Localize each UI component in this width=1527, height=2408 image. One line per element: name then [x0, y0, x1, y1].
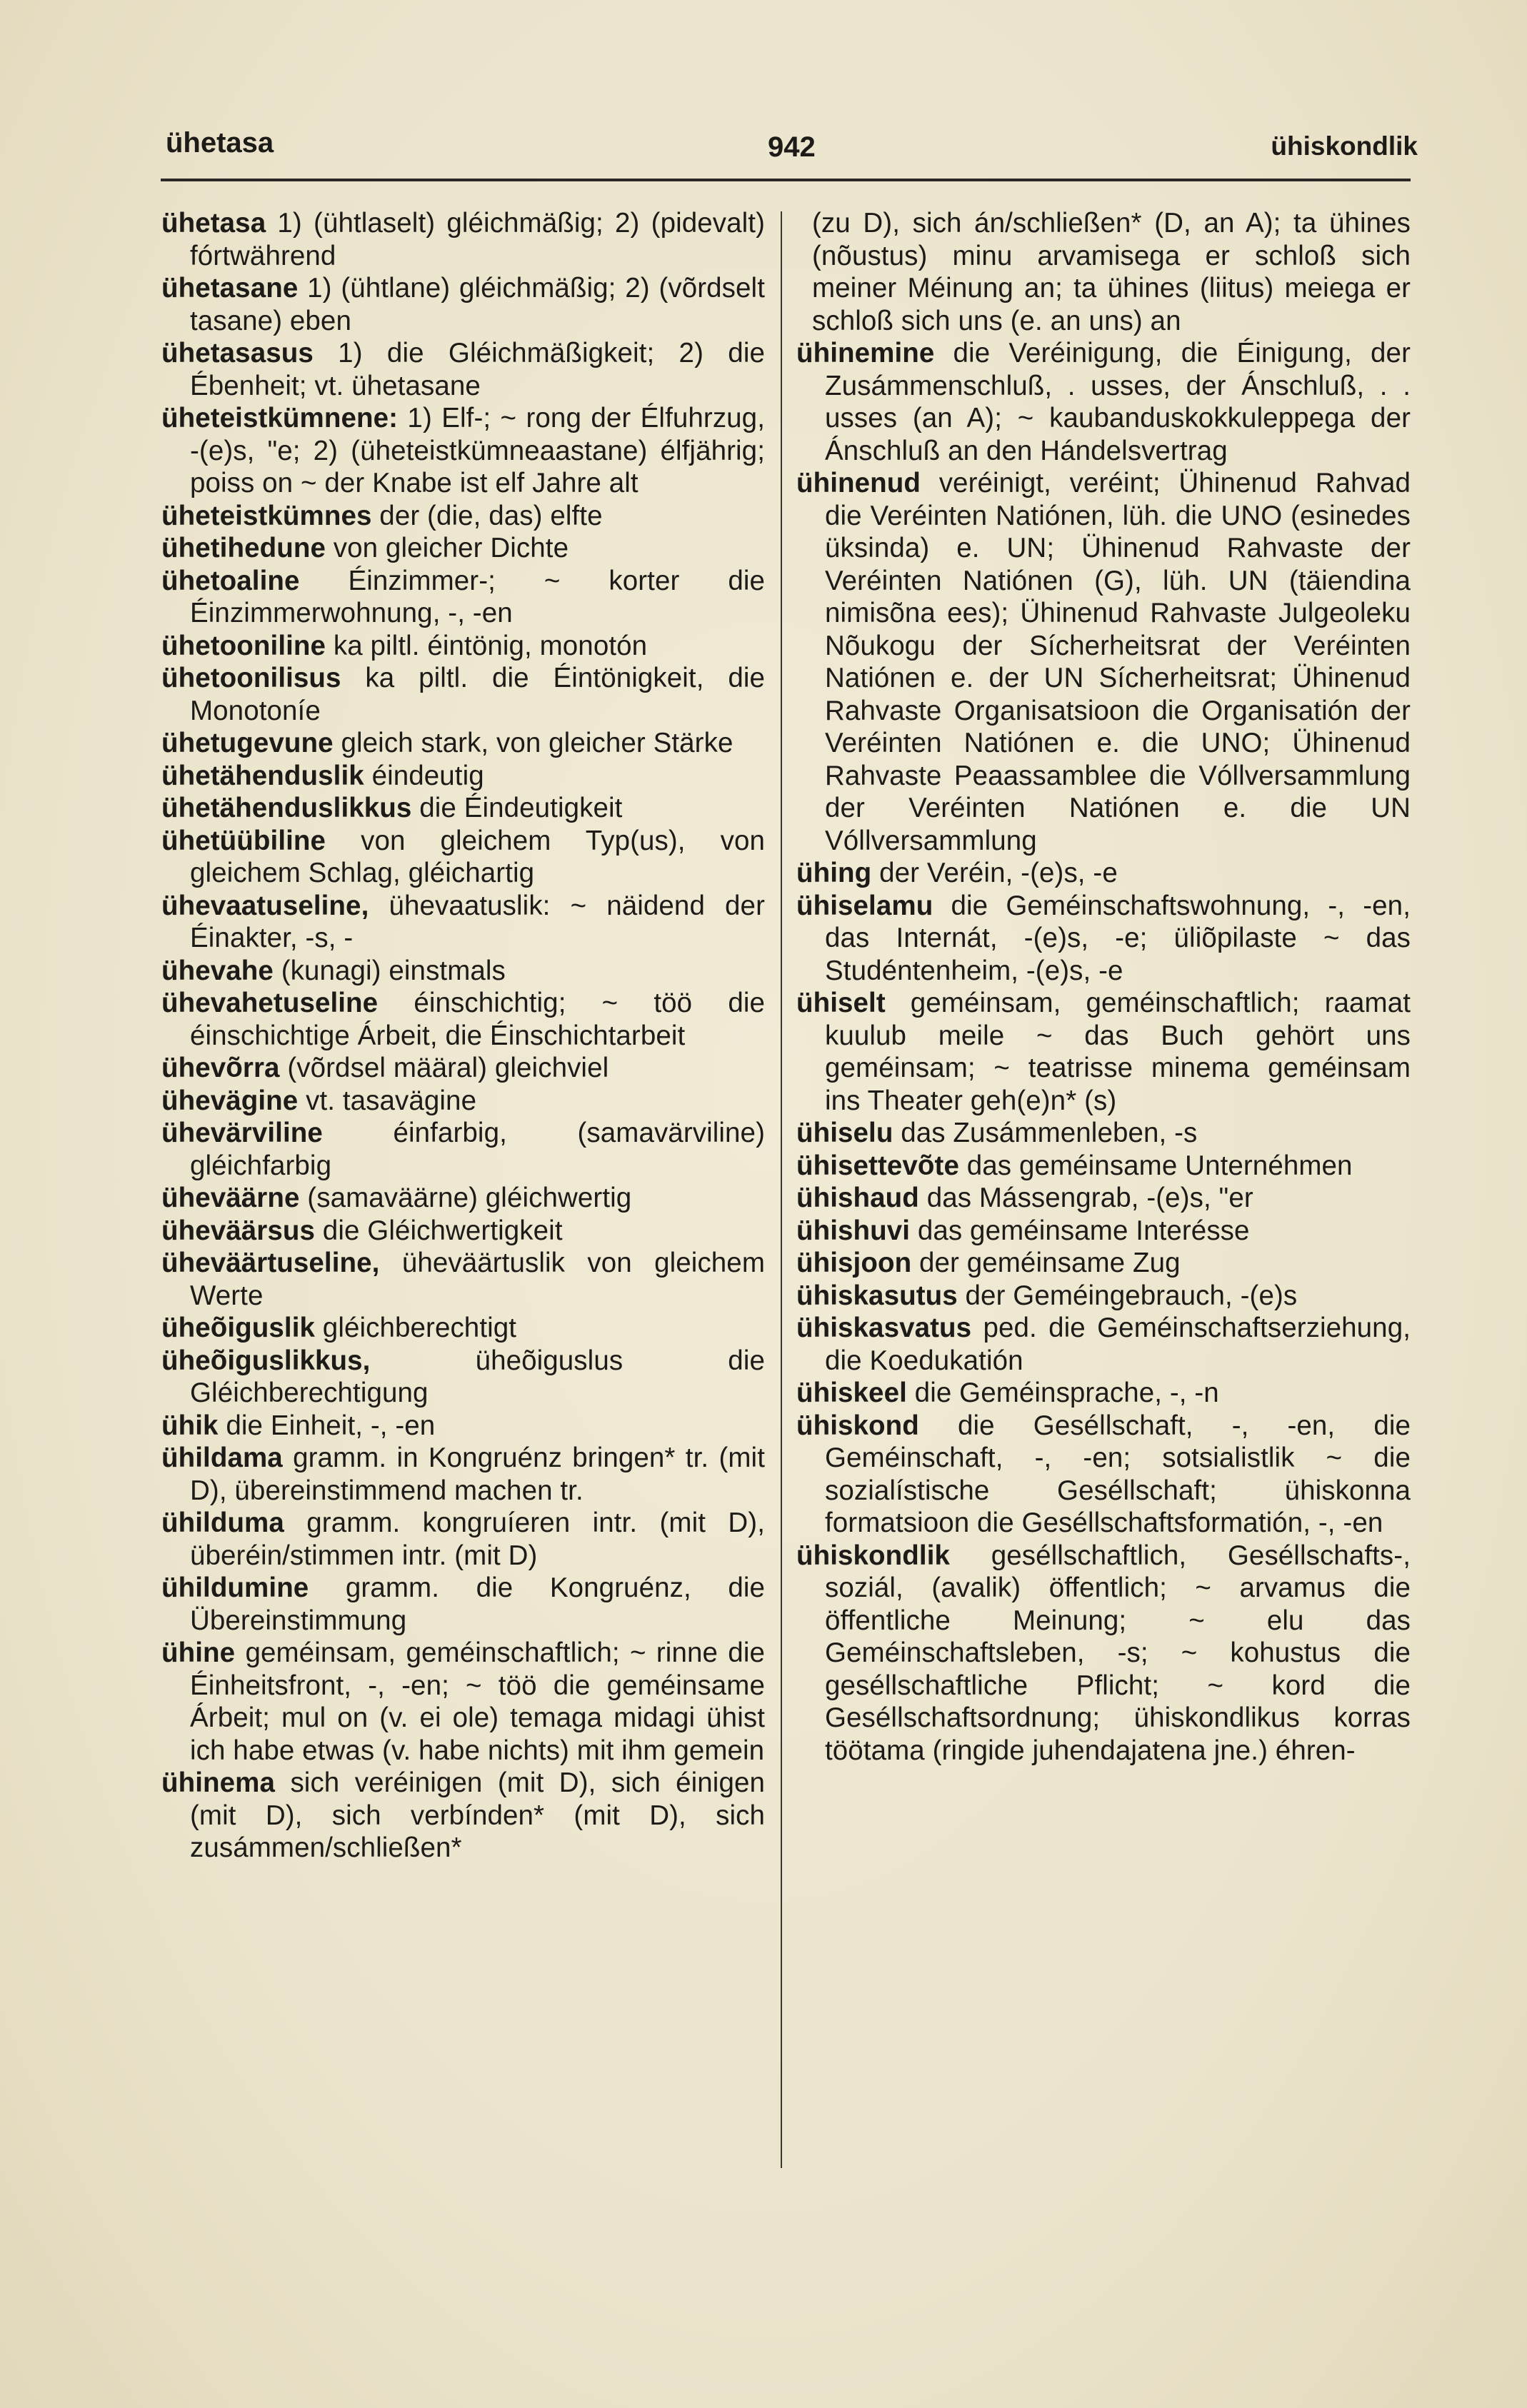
entry-headword: ühine	[161, 1637, 236, 1668]
entry-headword: ühetüübiline	[161, 825, 326, 856]
entry-text: 1) (ühtlane) gléichmäßig; 2) (võrdselt tasane) eben	[190, 273, 765, 336]
entry-headword: üheõiguslik	[161, 1313, 316, 1343]
column-divider	[781, 211, 782, 2168]
page-number: 942	[768, 131, 816, 163]
entry-text: gléichberechtigt	[315, 1313, 517, 1343]
dictionary-entry	[161, 1637, 765, 1767]
entry-text: geméinsam, geméinschaftlich; ~ rinne die Éinheitsfront, -, -en; ~ töö die geméinsame Árbeit; mul on (v. ei ole) temaga midagi ühist ich habe etwas (v. habe nichts) mit ihm gemein	[190, 1637, 765, 1766]
right-guide-word: ühiskondlik	[1271, 131, 1418, 161]
entry-headword: ühisjoon	[796, 1248, 912, 1278]
entry-headword: üheõiguslikkus,	[161, 1345, 371, 1376]
dictionary-entry	[161, 1182, 765, 1215]
entry-text: (võrdsel määral) gleichviel	[279, 1053, 609, 1083]
dictionary-entry	[161, 1052, 765, 1085]
dictionary-entry	[161, 1767, 765, 1865]
entry-headword: ühishaud	[796, 1183, 919, 1213]
dictionary-entry	[796, 1540, 1411, 1767]
entry-headword: ühinemine	[796, 338, 935, 368]
dictionary-entry	[161, 207, 765, 272]
entry-text: das Zusámmenleben, -s	[893, 1118, 1198, 1148]
entry-text: üheväärtuslik von gleichem Werte	[190, 1248, 765, 1311]
dictionary-entry	[796, 1377, 1411, 1410]
entry-text: die Geséllschaft, -, -en, die Geméinschaft, -, -en; sotsialistlik ~ die sozialístische Geséllschaft; ühiskonna formatsioon die Geséllschaftsformatión, -, -en	[825, 1410, 1411, 1538]
entry-headword: ühiskasutus	[796, 1280, 958, 1311]
dictionary-entry	[161, 760, 765, 793]
entry-headword: ühildama	[161, 1443, 283, 1473]
dictionary-entry	[161, 955, 765, 988]
entry-text: von gleicher Dichte	[325, 533, 569, 563]
entry-headword: ühing	[796, 858, 872, 888]
entry-text: die Einheit, -, -en	[218, 1410, 436, 1441]
entry-headword: ühildumine	[161, 1572, 309, 1603]
entry-text: üheõiguslus die Gléichberechtigung	[190, 1345, 765, 1408]
dictionary-entry	[796, 1280, 1411, 1313]
entry-text: Éinzimmer-; ~ korter die Éinzimmerwohnung, -, -en	[190, 565, 765, 628]
entry-text: gramm. die Kongruénz, die Übereinstimmung	[190, 1572, 765, 1636]
entry-headword: ühevahe	[161, 955, 274, 986]
entry-headword: ühilduma	[161, 1507, 284, 1538]
dictionary-entry	[796, 1150, 1411, 1183]
entry-headword: ühiselt	[796, 988, 886, 1018]
entry-text: éinfarbig, (samavärviline) gléichfarbig	[190, 1118, 765, 1181]
entry-text: ped. die Geméinschaftserziehung, die Koedukatión	[825, 1313, 1411, 1376]
entry-text: der geméinsame Zug	[911, 1248, 1181, 1278]
entry-headword: üheteistkümnes	[161, 500, 372, 531]
dictionary-entry	[796, 1215, 1411, 1248]
entry-headword: ühiskond	[796, 1410, 919, 1441]
entry-headword: üheväärsus	[161, 1215, 316, 1246]
dictionary-entry	[161, 825, 765, 890]
entry-text: sich veréinigen (mit D), sich éinigen (mit D), sich verbínden* (mit D), sich zusámmen/schließen*	[190, 1767, 765, 1863]
page-header	[157, 127, 1418, 170]
dictionary-entry	[161, 1507, 765, 1572]
entry-text: gramm. in Kongruénz bringen* tr. (mit D), übereinstimmend machen tr.	[190, 1443, 765, 1506]
dictionary-entry	[161, 727, 765, 760]
left-guide-word: ühetasa	[166, 127, 274, 159]
dictionary-entry	[161, 500, 765, 533]
entry-text: éinschichtig; ~ töö die éinschichtige Árbeit, die Éinschichtarbeit	[190, 988, 765, 1051]
entry-text: der (die, das) elfte	[371, 500, 603, 531]
dictionary-entry	[796, 1182, 1411, 1215]
entry-headword: ühetähenduslikkus	[161, 793, 412, 823]
entry-text: die Geméinsprache, -, -n	[906, 1378, 1219, 1408]
dictionary-entry	[161, 272, 765, 337]
left-column	[161, 207, 765, 1865]
entry-headword: ühetähenduslik	[161, 760, 364, 791]
entry-text: die Éindeutigkeit	[411, 793, 623, 823]
entry-headword: ühetasa	[161, 208, 266, 239]
entry-text: das geméinsame Interésse	[910, 1215, 1250, 1246]
entry-text: das geméinsame Unternéhmen	[958, 1150, 1353, 1181]
entry-headword: ühetoaline	[161, 565, 300, 596]
dictionary-entry	[161, 1442, 765, 1507]
dictionary-entry	[161, 890, 765, 955]
dictionary-entry	[796, 1312, 1411, 1377]
entry-text: gramm. kongruíeren intr. (mit D), überéin/stimmen intr. (mit D)	[190, 1507, 765, 1571]
dictionary-entry	[796, 857, 1411, 890]
dictionary-entry	[161, 1572, 765, 1637]
entry-text: von gleichem Typ(us), von gleichem Schlag, gléichartig	[190, 825, 765, 888]
entry-headword: ühinenud	[796, 468, 921, 498]
dictionary-entry	[161, 1117, 765, 1182]
entry-headword: ühiskondlik	[796, 1540, 951, 1571]
dictionary-entry	[161, 565, 765, 630]
right-column	[796, 207, 1411, 1767]
entry-headword: üheteistkümnene:	[161, 403, 399, 433]
dictionary-entry	[796, 890, 1411, 988]
entry-text: geméinsam, geméinschaftlich; raamat kuulub meile ~ das Buch gehört uns geméinsam; ~ teatrisse minema geméinsam ins Theater geh(e)n* (s)	[825, 988, 1411, 1116]
entry-text: geséllschaftlich, Geséllschafts-, soziál, (avalik) öffentlich; ~ arvamus die öffentliche Meinung; ~ elu das Geméinschaftsleben, -s; ~ kohustus die geséllschaftliche Pflicht; ~ kord die Geséllschaftsordnung; ühiskondlikus korras töötama (ringide juhendajatena jne.) éhren-	[825, 1540, 1411, 1766]
dictionary-entry	[161, 792, 765, 825]
entry-headword: ühetoonilisus	[161, 663, 341, 693]
entry-text: ka piltl. die Éintönigkeit, die Monotoníe	[190, 663, 765, 726]
dictionary-entry	[161, 1410, 765, 1443]
entry-headword: üheväärne	[161, 1183, 300, 1213]
header-rule	[161, 179, 1411, 181]
dictionary-entry	[161, 1247, 765, 1312]
dictionary-entry	[161, 662, 765, 727]
dictionary-entry	[796, 1117, 1411, 1150]
entry-headword: ühevaatuseline,	[161, 890, 369, 921]
entry-headword: ühiselamu	[796, 890, 933, 921]
entry-headword: ühisettevõte	[796, 1150, 959, 1181]
dictionary-entry	[796, 1410, 1411, 1540]
dictionary-entry	[796, 467, 1411, 857]
dictionary-entry	[796, 987, 1411, 1117]
entry-headword: ühik	[161, 1410, 219, 1441]
entry-text: die Gléichwertigkeit	[315, 1215, 563, 1246]
entry-text: der Veréin, -(e)s, -e	[871, 858, 1118, 888]
entry-headword: ühiselu	[796, 1118, 893, 1148]
entry-headword: ühetasasus	[161, 338, 314, 368]
entry-headword: ühevahetuseline	[161, 988, 379, 1018]
dictionary-entry	[161, 1312, 765, 1345]
entry-headword: ühetugevune	[161, 728, 334, 758]
entry-headword: ühishuvi	[796, 1215, 911, 1246]
entry-text: (zu D), sich án/schließen* (D, an A); ta ühines (nõustus) minu arvamisega er schloß sich meiner Méinung an; ta ühines (liitus) meiega er schloß sich uns (e. an uns) an	[812, 208, 1411, 336]
dictionary-entry	[161, 337, 765, 402]
entry-headword: ühevärviline	[161, 1118, 323, 1148]
dictionary-entry	[161, 1085, 765, 1118]
dictionary-entry	[161, 987, 765, 1052]
entry-text: (samaväärne) gléichwertig	[299, 1183, 632, 1213]
entry-text: die Geméinschaftswohnung, -, -en, das Internát, -(e)s, -e; üliõpilaste ~ das Studéntenheim, -(e)s, -e	[825, 890, 1411, 986]
entry-headword: üheväärtuseline,	[161, 1248, 380, 1278]
entry-text: der Geméingebrauch, -(e)s	[957, 1280, 1298, 1311]
dictionary-entry	[796, 207, 1411, 337]
entry-text: 1) (ühtlaselt) gléichmäßig; 2) (pidevalt) fórtwährend	[190, 208, 765, 271]
entry-headword: ühevägine	[161, 1085, 299, 1116]
dictionary-entry	[161, 1215, 765, 1248]
entry-headword: ühevõrra	[161, 1053, 280, 1083]
dictionary-entry	[161, 402, 765, 500]
dictionary-entry	[161, 630, 765, 663]
entry-text: gleich stark, von gleicher Stärke	[333, 728, 734, 758]
entry-headword: ühiskeel	[796, 1378, 907, 1408]
entry-text: éindeutig	[364, 760, 484, 791]
dictionary-entry	[161, 532, 765, 565]
entry-text: (kunagi) einstmals	[273, 955, 506, 986]
entry-text: ühevaatuslik: ~ näidend der Éinakter, -s, -	[190, 890, 765, 953]
entry-headword: ühetooniline	[161, 630, 326, 661]
entry-text: die Veréinigung, die Éinigung, der Zusámmenschluß, . usses, der Ánschluß, . . usses (an A); ~ kaubanduskokkuleppega der Ánschluß an den Hándelsvertrag	[825, 338, 1411, 466]
entry-text: veréinigt, veréint; Ühinenud Rahvad die Veréinten Natiónen, lüh. die UNO (esinedes üksinda) e. UN; Ühinenud Rahvaste der Veréinten Natiónen (G), lüh. UN (täiendina nimisõna ees); Ühinenud Rahvaste Julgeoleku Nõukogu der Sícherheitsrat der Veréinten Natiónen e. der UN Sícherheitsrat; Ühinenud Rahvaste Organisatsioon die Organisatión der Veréinten Natiónen e. die UNO; Ühinenud Rahvaste Peaassamblee die Vóllversammlung der Veréinten Natiónen e. die UN Vóllversammlung	[825, 468, 1411, 856]
entry-text: das Mássengrab, -(e)s, "er	[918, 1183, 1253, 1213]
dictionary-entry	[796, 337, 1411, 467]
dictionary-entry	[796, 1247, 1411, 1280]
entry-headword: ühinema	[161, 1767, 276, 1798]
entry-headword: ühiskasvatus	[796, 1313, 972, 1343]
entry-text: vt. tasavägine	[298, 1085, 477, 1116]
entry-text: 1) Elf-; ~ rong der Élfuhrzug, -(e)s, "e; 2) (üheteistkümneaastane) élfjährig; poiss on ~ der Knabe ist elf Jahre alt	[190, 403, 765, 498]
entry-text: ka piltl. éintönig, monotón	[326, 630, 648, 661]
dictionary-entry	[161, 1345, 765, 1410]
entry-headword: ühetihedune	[161, 533, 326, 563]
entry-text: 1) die Gléichmäßigkeit; 2) die Ébenheit; vt. ühetasane	[190, 338, 765, 401]
entry-headword: ühetasane	[161, 273, 299, 303]
